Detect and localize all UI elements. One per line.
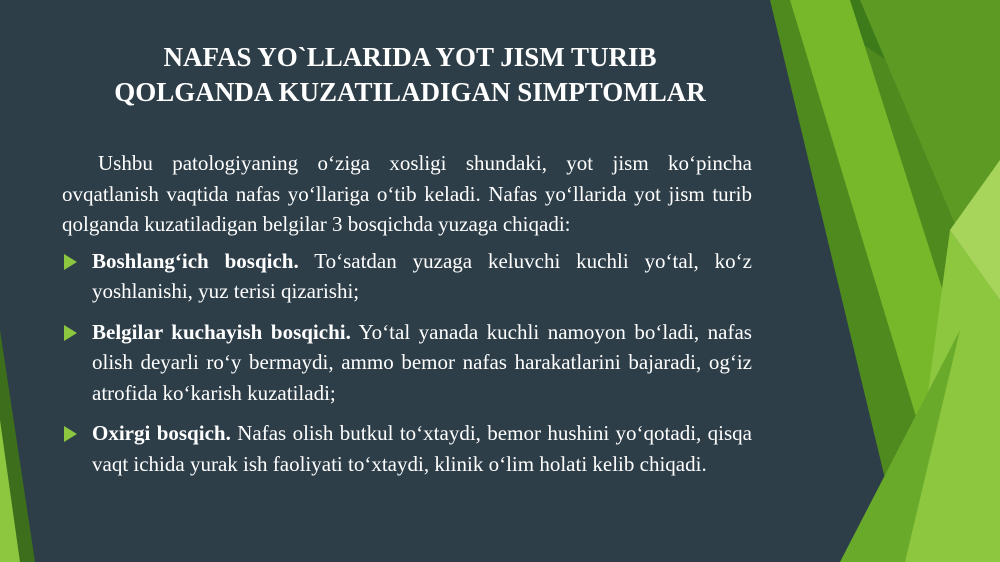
triangle-bullet-icon <box>64 325 77 341</box>
list-item <box>62 246 752 307</box>
triangle-bullet-icon <box>64 254 77 270</box>
list-item <box>62 418 752 479</box>
intro-paragraph: Ushbu patologiyaning o‘ziga xosligi shundaki, yot jism ko‘pincha ovqatlanish vaqtida nafas yo‘llariga o‘tib keladi. Nafas yo‘llarida yot jism turib qolganda kuzatiladigan belgilar 3 bosqichda yuzaga chiqadi: <box>62 151 752 236</box>
list-item <box>62 317 752 409</box>
stage-heading: Oxirgi bosqich. <box>92 421 231 445</box>
slide-title <box>60 40 760 110</box>
title-line-2: QOLGANDA KUZATILADIGAN SIMPTOMLAR <box>114 77 706 107</box>
stages-list <box>62 246 752 480</box>
stage-heading: Boshlang‘ich bosqich. <box>92 248 299 273</box>
title-line-1: NAFAS YO`LLARIDA YOT JISM TURIB <box>163 42 657 72</box>
stage-text: Yo‘tal yanada kuchli namoyon bo‘ladi, nafas olish deyarli ro‘y bermaydi, ammo bemor nafas harakatlarini bajaradi, og‘iz atrofida ko‘karish kuzatiladi; <box>92 319 752 405</box>
triangle-bullet-icon <box>64 426 77 442</box>
stage-text: To‘satdan yuzaga keluvchi kuchli yo‘tal, ko‘z yoshlanishi, yuz terisi qizarishi; <box>92 248 752 303</box>
stage-text: Nafas olish butkul to‘xtaydi, bemor hushini yo‘qotadi, qisqa vaqt ichida yurak ish faoliyati to‘xtaydi, klinik o‘lim holati kelib chiqadi. <box>92 421 752 476</box>
stage-heading: Belgilar kuchayish bosqichi. <box>92 319 351 344</box>
slide-body <box>62 148 752 489</box>
